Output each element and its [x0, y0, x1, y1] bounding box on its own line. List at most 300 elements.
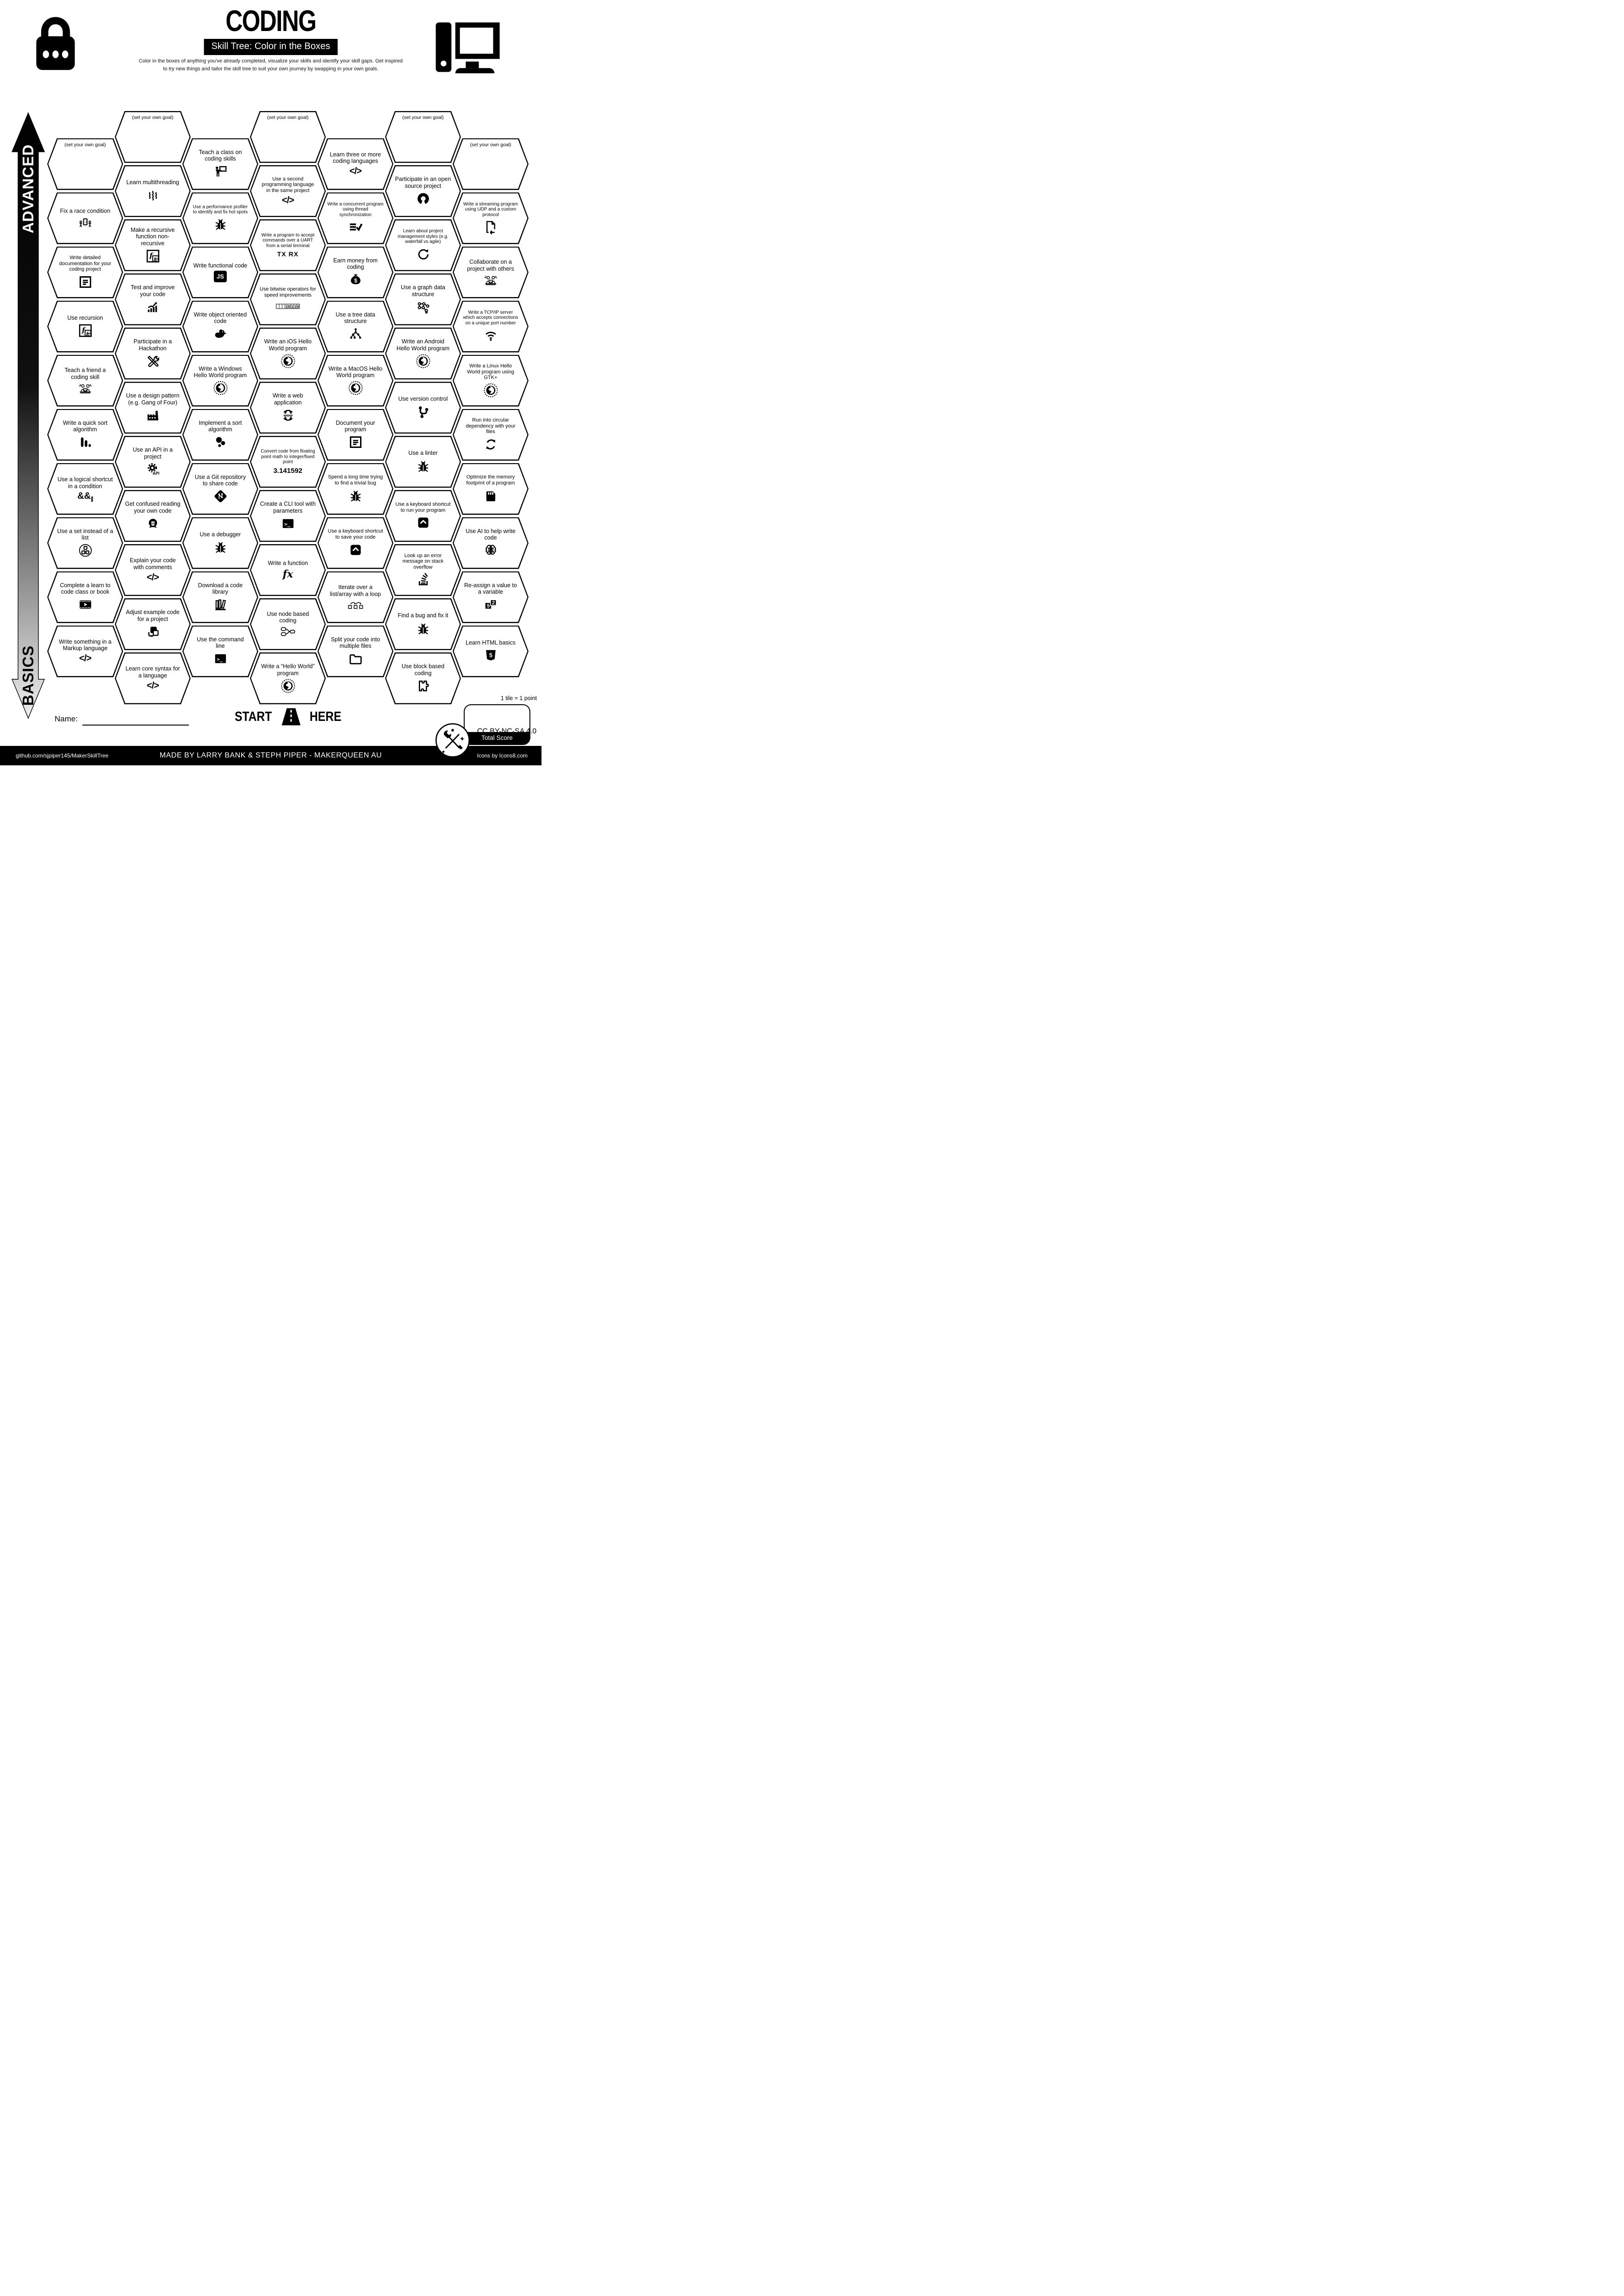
- bug-icon: [213, 217, 228, 232]
- hex-content: [250, 598, 326, 650]
- hex-learn-html-basics[interactable]: [453, 626, 529, 677]
- hex-write-a-function[interactable]: [250, 544, 326, 596]
- hex-label: Learn multithreading: [126, 179, 179, 186]
- chart-up-icon: [145, 299, 161, 315]
- hex-content: [182, 626, 258, 677]
- hex-label: Write a MacOS Hello World program: [328, 365, 383, 379]
- hex-label: Collaborate on a project with others: [467, 259, 514, 272]
- hex-content: [182, 355, 258, 407]
- hex-label: Write a Windows Hello World program: [193, 365, 247, 379]
- hex-look-up-an-error-message-on-stack-overflow[interactable]: [385, 544, 461, 596]
- hex-content: [385, 544, 461, 596]
- hex-learn-three-or-more-coding-languages[interactable]: [317, 138, 393, 190]
- hex-use-a-logical-shortcut-in-a-condition[interactable]: [47, 463, 123, 515]
- hex-label: Run into circular dependency with your files: [466, 417, 516, 435]
- teacher-icon: [213, 164, 228, 179]
- fx-icon: fx: [282, 568, 293, 581]
- hex-label: Use block based coding: [401, 663, 445, 676]
- bits-icon: [276, 300, 300, 312]
- hex-use-node-based-coding[interactable]: [250, 598, 326, 650]
- hex-content: [250, 382, 326, 434]
- hex-adjust-example-code-for-a-project[interactable]: [115, 598, 191, 650]
- svg-text:f: f: [153, 256, 156, 262]
- description-line-1: Color in the boxes of anything you've already completed, visualize your skills and identify your skill gaps. Get inspired: [138, 58, 403, 64]
- film-icon: [78, 597, 93, 612]
- svg-text:$: $: [354, 278, 357, 284]
- hex-label: Make a recursive function non-recursive: [131, 227, 175, 247]
- hex-label: Spend a long time trying to find a trivial bug: [328, 474, 383, 486]
- hex-write-a-macos-hello-world-program[interactable]: [317, 355, 393, 407]
- footer-credits: MADE BY LARRY BANK & STEPH PIPER - MAKERQUEEN AU: [159, 751, 382, 759]
- hex-label: Participate in an open source project: [395, 176, 451, 189]
- hex-participate-in-a-hackathon[interactable]: [115, 328, 191, 379]
- score-note: 1 tile = 1 point: [500, 695, 537, 701]
- hex-label: Fix a race condition: [60, 208, 111, 215]
- hex-label: Write a function: [268, 559, 308, 566]
- svg-text:>_: >_: [284, 521, 290, 527]
- hex-label: Use a design pattern (e.g. Gang of Four): [126, 392, 180, 406]
- hex-content: [47, 571, 123, 623]
- hex-content: [317, 626, 393, 677]
- hex-find-a-bug-and-fix-it[interactable]: [385, 598, 461, 650]
- hex-label: Write a quick sort algorithm: [62, 419, 108, 433]
- hex-use-a-debugger[interactable]: [182, 517, 258, 569]
- hex-content: [385, 382, 461, 434]
- hex-content: [250, 544, 326, 596]
- money-bag-icon: [348, 272, 363, 287]
- cycle-icon: [416, 247, 431, 262]
- duck-icon: [213, 326, 228, 341]
- stack-overflow-icon: [416, 572, 431, 587]
- hex-label: Iterate over a list/array with a loop: [330, 584, 381, 597]
- hex-label: Use a logical shortcut in a condition: [57, 476, 113, 490]
- hex-content: [115, 598, 191, 650]
- hex-label: Use a debugger: [199, 531, 241, 538]
- basics-axis-label: BASICS: [19, 645, 37, 706]
- hex-iterate-over-a-list-array-with-a-loop[interactable]: [317, 571, 393, 623]
- stream-doc-icon: [483, 219, 498, 235]
- svg-text:>_: >_: [216, 656, 223, 663]
- hex-content: [115, 382, 191, 434]
- hex-label: Create a CLI tool with parameters: [260, 501, 316, 514]
- description: [81, 57, 460, 73]
- start-here: [209, 707, 367, 726]
- block-icon: [416, 678, 431, 694]
- folder-icon: [348, 651, 363, 666]
- hex-content: [182, 138, 258, 190]
- brain-icon: [483, 543, 498, 558]
- hex-label: Use an API in a project: [132, 447, 173, 460]
- hex-label: Adjust example code for a project: [125, 609, 180, 622]
- hex-content: [182, 301, 258, 353]
- hex-label: (set your own goal): [470, 142, 511, 148]
- bug-icon: [416, 459, 431, 474]
- hex-run-into-circular-dependency-with-your-fil[interactable]: [453, 409, 529, 461]
- hex-write-something-in-a-markup-language[interactable]: [47, 626, 123, 677]
- hex-content: [115, 436, 191, 488]
- hex-label: Test and improve your code: [131, 284, 175, 298]
- hex-use-a-performance-profiler-to-identify-and[interactable]: [182, 192, 258, 244]
- hex-document-your-program[interactable]: [317, 409, 393, 461]
- hex-write-a-tcp-ip-server-which-accepts-connec[interactable]: [453, 301, 529, 353]
- hex-write-a-streaming-program-using-udp-and-a-[interactable]: [453, 192, 529, 244]
- bug-icon: [416, 621, 431, 636]
- iterate-icon: [348, 599, 363, 610]
- hex-implement-a-sort-algorithm[interactable]: [182, 409, 258, 461]
- hex-content: [115, 652, 191, 704]
- hex-use-a-graph-data-structure[interactable]: [385, 273, 461, 325]
- terminal-icon: [213, 651, 228, 666]
- hex-label: Use a keyboard shortcut to save your code: [328, 528, 383, 540]
- hex-label: Use a performance profiler to identify and fix hot spots: [193, 204, 248, 215]
- open-source-icon: [416, 191, 431, 206]
- api-icon: [145, 462, 161, 477]
- hex-label: (set your own goal): [402, 115, 444, 120]
- hex-label: Split your code into multiple files: [330, 636, 380, 649]
- hex-label: (set your own goal): [64, 142, 106, 148]
- graph-icon: [416, 299, 431, 315]
- hex-write-a-web-application[interactable]: [250, 382, 326, 434]
- hex-participate-in-an-open-source-project[interactable]: [385, 165, 461, 217]
- hex-content: [453, 463, 529, 515]
- hex-content: [47, 626, 123, 677]
- hex-content: [115, 490, 191, 542]
- hex-create-a-cli-tool-with-parameters[interactable]: [250, 490, 326, 542]
- hex-content: [385, 328, 461, 379]
- hex-content: [47, 517, 123, 569]
- maker-tools-badge-icon: [435, 723, 470, 758]
- hex-label: Use a set instead of a list: [57, 527, 113, 541]
- adjust-code-icon: [145, 624, 161, 639]
- page-title: CODING: [225, 4, 316, 37]
- globe-icon: [416, 354, 431, 369]
- hex-label: Write a Linux Hello World program using GTK+: [467, 363, 514, 381]
- hex-content: [250, 273, 326, 325]
- hex-label: Write a streaming program using UDP and a custom protocol: [463, 201, 518, 217]
- hex-label: Write a TCP/IP server which accepts connections on a unique port number: [463, 310, 518, 326]
- hex-write-a-program-to-accept-commands-over-a-[interactable]: [250, 219, 326, 271]
- hex-content: [385, 165, 461, 217]
- hex-teach-a-class-on-coding-skills[interactable]: [182, 138, 258, 190]
- hex-label: Use a Git repository to share code: [194, 473, 246, 487]
- hex-write-a-hello-world-program[interactable]: [250, 652, 326, 704]
- globe-icon: [348, 380, 363, 396]
- hex-label: Write a “Hello World” program: [261, 663, 315, 676]
- hex-set-your-own-goal[interactable]: [250, 111, 326, 163]
- svg-text:0: 0: [288, 304, 291, 309]
- hex-write-functional-code[interactable]: [182, 247, 258, 298]
- hex-use-version-control[interactable]: [385, 382, 461, 434]
- hex-use-a-git-repository-to-share-code[interactable]: [182, 463, 258, 515]
- hex-content: [317, 409, 393, 461]
- hex-collaborate-on-a-project-with-others[interactable]: [453, 247, 529, 298]
- hex-get-confused-reading-your-own-code[interactable]: [115, 490, 191, 542]
- hex-download-a-code-library[interactable]: [182, 571, 258, 623]
- threads-icon: [145, 188, 161, 203]
- hex-content: [317, 517, 393, 569]
- hex-content: [250, 436, 326, 488]
- hex-label: Explain your code with comments: [130, 557, 176, 571]
- footer-repo-url: github.com/sjpiper145/MakerSkillTree: [16, 752, 109, 759]
- hex-label: Write object oriented code: [193, 311, 247, 324]
- hex-write-a-concurrent-program-using-thread-sy[interactable]: [317, 192, 393, 244]
- svg-text:1: 1: [291, 304, 293, 309]
- hex-write-object-oriented-code[interactable]: [182, 301, 258, 353]
- document-icon: [78, 274, 93, 290]
- name-input-line[interactable]: [82, 725, 189, 726]
- start-label: START: [235, 709, 272, 724]
- hex-write-detailed-documentation-for-your-codi[interactable]: [47, 247, 123, 298]
- svg-text:1: 1: [285, 304, 288, 309]
- hex-content: [182, 247, 258, 298]
- bubbles-icon: [213, 434, 228, 450]
- hex-label: Write a program to accept commands over a UART from a serial terminal: [261, 232, 315, 248]
- globe-icon: [280, 678, 296, 694]
- hex-complete-a-learn-to-code-class-or-book[interactable]: [47, 571, 123, 623]
- code-icon: </>: [79, 653, 91, 664]
- hex-write-an-ios-hello-world-program[interactable]: [250, 328, 326, 379]
- hex-content: [453, 247, 529, 298]
- hex-content: [182, 409, 258, 461]
- hex-use-a-keyboard-shortcut-to-run-your-progra[interactable]: [385, 490, 461, 542]
- hex-split-your-code-into-multiple-files[interactable]: [317, 626, 393, 677]
- hex-label: Write a concurrent program using thread synchronization: [327, 201, 384, 217]
- hex-content: [317, 463, 393, 515]
- hex-content: [115, 111, 191, 163]
- hex-content: [47, 138, 123, 190]
- hex-label: Use a keyboard shortcut to run your program: [395, 501, 451, 513]
- svg-text:f: f: [88, 334, 90, 337]
- hex-label: Complete a learn to code class or book: [60, 582, 111, 595]
- tools-icon: [145, 354, 161, 369]
- hex-content: [115, 219, 191, 271]
- hex-content: [317, 192, 393, 244]
- hex-use-ai-to-help-write-code[interactable]: [453, 517, 529, 569]
- hex-label: Use a linter: [408, 450, 438, 457]
- svg-text:f: f: [86, 331, 88, 336]
- hex-label: Learn HTML basics: [466, 639, 516, 646]
- total-score-box: [464, 704, 530, 745]
- hex-label: (set your own goal): [267, 115, 309, 120]
- hex-earn-money-from-coding[interactable]: [317, 247, 393, 298]
- name-label: Name:: [55, 714, 78, 723]
- bug-icon: [348, 488, 363, 503]
- hex-content: [453, 355, 529, 407]
- terminal-icon: [280, 516, 296, 531]
- here-label: HERE: [310, 709, 342, 724]
- hex-content: [182, 192, 258, 244]
- hex-label: Earn money from coding: [333, 257, 378, 270]
- hex-use-the-command-line[interactable]: [182, 626, 258, 677]
- hex-write-a-quick-sort-algorithm[interactable]: [47, 409, 123, 461]
- hex-content: [385, 111, 461, 163]
- sort-bars-icon: [78, 434, 93, 450]
- hex-convert-code-from-floating-point-math-to-i[interactable]: [250, 436, 326, 488]
- hex-content: [453, 571, 529, 623]
- html5-icon: [483, 648, 498, 663]
- hex-content: [115, 165, 191, 217]
- hex-content: [47, 301, 123, 353]
- subtitle-text: Skill Tree: Color in the Boxes: [211, 41, 330, 51]
- txrx-icon: TX RX: [277, 250, 299, 258]
- hex-content: [385, 436, 461, 488]
- hex-use-an-api-in-a-project[interactable]: [115, 436, 191, 488]
- hex-label: Write a web application: [273, 392, 303, 406]
- hex-content: [317, 138, 393, 190]
- hex-content: [317, 355, 393, 407]
- memory-icon: [483, 488, 498, 503]
- hex-write-a-linux-hello-world-program-using-gt[interactable]: [453, 355, 529, 407]
- hex-label: Look up an error message on stack overflow: [402, 552, 444, 570]
- hex-label: (set your own goal): [132, 115, 174, 120]
- skill-tree-poster: [0, 0, 541, 765]
- hex-optimize-the-memory-footprint-of-a-program[interactable]: [453, 463, 529, 515]
- checklist-icon: [348, 219, 363, 235]
- svg-text:1: 1: [294, 304, 297, 309]
- code-icon: </>: [349, 166, 361, 177]
- hex-content: [453, 301, 529, 353]
- hex-label: Convert code from floating point math to integer/fixed point: [261, 449, 315, 465]
- subtitle-banner: [204, 39, 338, 55]
- hex-content: [115, 544, 191, 596]
- hex-write-an-android-hello-world-program[interactable]: [385, 328, 461, 379]
- hex-use-a-set-instead-of-a-list[interactable]: [47, 517, 123, 569]
- hex-content: [453, 409, 529, 461]
- shift-key-icon: [416, 515, 431, 530]
- js-icon: JS: [214, 271, 227, 282]
- hex-use-a-tree-data-structure[interactable]: [317, 301, 393, 353]
- hex-content: [182, 571, 258, 623]
- hex-label: Optimize the memory footprint of a program: [466, 474, 515, 486]
- hex-use-a-second-programming-language-in-the-s[interactable]: [250, 165, 326, 217]
- hex-label: Write detailed documentation for your coding project: [59, 255, 112, 273]
- hex-label: Use AI to help write code: [466, 527, 516, 541]
- document-icon: [348, 434, 363, 450]
- hex-content: [453, 138, 529, 190]
- facepalm-icon: [145, 516, 161, 531]
- hex-learn-core-syntax-for-a-language[interactable]: [115, 652, 191, 704]
- hex-content: [47, 247, 123, 298]
- license-text: CC BY-NC-SA 4.0: [477, 727, 537, 735]
- svg-text:5: 5: [489, 652, 492, 659]
- recursion-icon: [78, 323, 93, 338]
- hex-learn-multithreading[interactable]: [115, 165, 191, 217]
- hex-set-your-own-goal[interactable]: [385, 111, 461, 163]
- hex-explain-your-code-with-comments[interactable]: [115, 544, 191, 596]
- hex-label: Re-assign a value to a variable: [464, 582, 517, 595]
- hex-label: Use node based coding: [267, 610, 309, 624]
- race-condition-icon: [77, 217, 93, 229]
- hex-content: [47, 192, 123, 244]
- hex-test-and-improve-your-code[interactable]: [115, 273, 191, 325]
- hex-label: Get confused reading your own code: [125, 501, 180, 514]
- hex-content: [317, 571, 393, 623]
- hex-label: Use version control: [398, 396, 448, 403]
- hex-content: [115, 328, 191, 379]
- hex-set-your-own-goal[interactable]: [115, 111, 191, 163]
- svg-text:0: 0: [297, 304, 299, 309]
- hex-label: Write functional code: [193, 262, 248, 269]
- hex-use-a-linter[interactable]: [385, 436, 461, 488]
- hex-content: [47, 409, 123, 461]
- hex-content: [250, 652, 326, 704]
- hex-teach-a-friend-a-coding-skill[interactable]: [47, 355, 123, 407]
- bug-icon: [213, 540, 228, 555]
- hex-label: Download a code library: [198, 582, 243, 595]
- hex-label: Document your program: [336, 419, 375, 433]
- hex-label: Find a bug and fix it: [398, 612, 448, 619]
- hex-set-your-own-goal[interactable]: [47, 138, 123, 190]
- hex-use-recursion[interactable]: [47, 301, 123, 353]
- hex-use-a-keyboard-shortcut-to-save-your-code[interactable]: [317, 517, 393, 569]
- hex-content: [453, 626, 529, 677]
- hex-label: Use a tree data structure: [336, 311, 375, 324]
- hex-set-your-own-goal[interactable]: [453, 138, 529, 190]
- hex-label: Use a second programming language in the same project: [261, 176, 314, 193]
- books-icon: [213, 597, 228, 612]
- description-line-2: to try new things and tailor the skill tree to suit your own journey by swapping in your own goals.: [163, 66, 379, 72]
- hex-content: [453, 192, 529, 244]
- hex-content: [115, 273, 191, 325]
- globe-icon: [483, 383, 498, 398]
- svg-text:5: 5: [486, 603, 490, 609]
- svg-text:2: 2: [492, 600, 495, 606]
- hex-content: [317, 301, 393, 353]
- hex-content: [453, 517, 529, 569]
- hex-use-a-design-pattern-e-g-gang-of-four[interactable]: [115, 382, 191, 434]
- www-icon: [280, 408, 296, 423]
- node-graph-icon: [280, 626, 296, 638]
- hex-fix-a-race-condition[interactable]: [47, 192, 123, 244]
- svg-text:www: www: [283, 413, 292, 417]
- svg-text:f: f: [81, 326, 85, 335]
- git-branch-icon: [416, 404, 431, 420]
- hex-label: Write something in a Markup language: [59, 638, 112, 652]
- footer-icons-credit: Icons by Icons8.com: [477, 752, 528, 759]
- hex-label: Use a graph data structure: [401, 284, 445, 298]
- reassign-icon: [483, 597, 498, 612]
- svg-text:f: f: [156, 259, 157, 262]
- pi-icon: 3.141592: [273, 466, 303, 475]
- hex-label: Teach a friend a coding skill: [64, 367, 106, 380]
- hex-content: [385, 490, 461, 542]
- hex-use-bitwise-operators-for-speed-improvemen[interactable]: [250, 273, 326, 325]
- globe-icon: [213, 380, 228, 396]
- hex-label: Implement a sort algorithm: [199, 419, 242, 433]
- hex-learn-about-project-management-styles-e-g-[interactable]: [385, 219, 461, 271]
- hex-label: Participate in a Hackathon: [133, 338, 172, 352]
- hex-content: [47, 463, 123, 515]
- hex-content: [385, 273, 461, 325]
- hex-spend-a-long-time-trying-to-find-a-trivial[interactable]: [317, 463, 393, 515]
- hex-content: [182, 517, 258, 569]
- hex-label: Learn about project management styles (e.g. waterfall vs agile): [398, 229, 448, 245]
- hex-content: [250, 111, 326, 163]
- wifi-icon: [483, 328, 498, 343]
- hex-label: Use bitwise operators for speed improvements: [260, 286, 316, 298]
- sync-icon: [483, 437, 498, 452]
- set-icon: [78, 543, 93, 558]
- hex-content: [47, 355, 123, 407]
- hex-content: [250, 165, 326, 217]
- total-score-label: Total Score: [465, 732, 529, 744]
- hex-re-assign-a-value-to-a-variable[interactable]: [453, 571, 529, 623]
- svg-text:f: f: [149, 251, 152, 260]
- hex-label: Teach a class on coding skills: [199, 149, 242, 162]
- hex-make-a-recursive-function-non-recursive[interactable]: [115, 219, 191, 271]
- hex-write-a-windows-hello-world-program[interactable]: [182, 355, 258, 407]
- hex-content: [250, 490, 326, 542]
